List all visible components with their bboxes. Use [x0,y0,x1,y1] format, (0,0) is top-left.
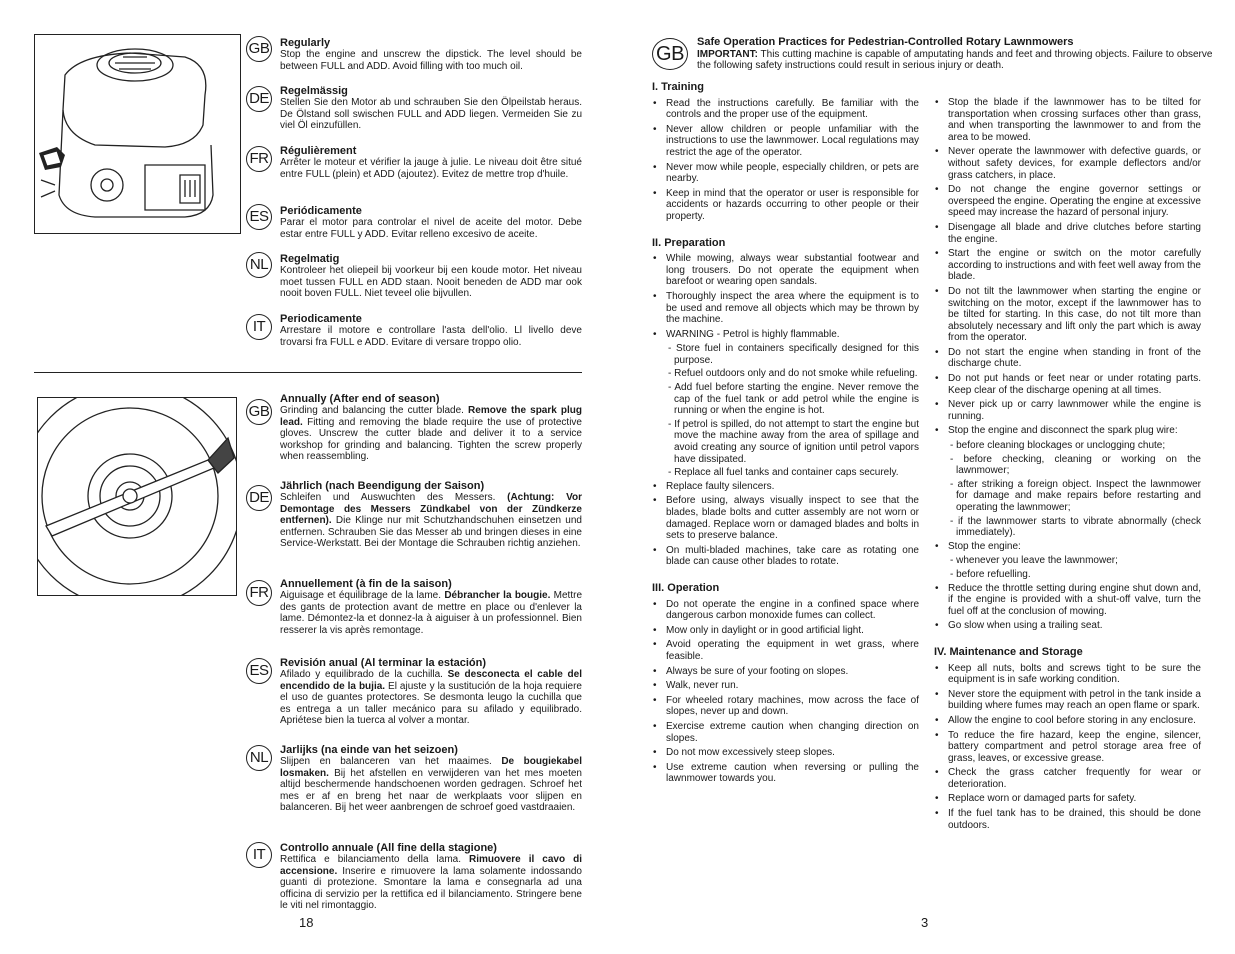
bullet-list [934,97,1201,632]
oil-section-gb [280,37,582,72]
sub-list-item: - after striking a foreign object. Inspect the lawnmower for damage and make repairs before restarting and operating the lawnmower; [950,478,1201,513]
blade-section-fr [280,578,582,636]
section-title: Annually (After end of season) [280,393,440,405]
section-body-cont: Fitting and removing the blade require the use of protective gloves. Unscrew the cutter blade and deliver it to a service workshop for grinding and balancing. Tighten the screw properly when reassembling. [280,416,582,463]
section-title: Régulièrement [280,145,357,157]
list-item: • For wheeled rotary machines, mow across the face of slopes, never up and down. [652,695,919,718]
list-item: • If the fuel tank has to be drained, this should be done outdoors. [934,808,1201,831]
list-item: • Allow the engine to cool before storing in any enclosure. [934,715,1201,727]
section-body: Stop the engine and unscrew the dipstick. The level should be between FULL and ADD. Avoid filling with too much oil. [280,49,582,72]
lang-code-it: IT [246,314,272,340]
sub-list-item: - Add fuel before starting the engine. Never remove the cap of the fuel tank or add petrol while the engine is running or when the engine is hot. [668,382,919,417]
sub-list-item: - whenever you leave the lawnmower; [950,555,1118,567]
list-item: • Do not start the engine when standing in front of the discharge chute. [934,347,1201,370]
section-title: Annuellement (à fin de la saison) [280,578,452,590]
section-title: Jährlich (nach Beendigung der Saison) [280,480,485,492]
section-body: Afilado y equilibrado de la cuchilla. [280,669,448,680]
section-title: Controllo annuale (All fine della stagione) [280,842,497,854]
section-title: Regelmatig [280,253,340,265]
section-body: Arrestare il motore e controllare l'asta dell'olio. Ll livello deve trovarsi fra FULL e ADD. Evitare di versare troppo olio. [280,325,582,348]
section-title: Revisión anual (Al terminar la estación) [280,657,487,669]
section-warning: De bougiekabel losmaken. [280,756,582,779]
section-body-cont: El ajuste y la sustitución de la hoja requiere el uso de guantes protectores. Se desmonta leugo la cuchilla que es entrega a un taller mecánico para su afilado y equilibrado. Apriétese bien la tuerca al volver a montar. [280,680,582,727]
lang-code-gb: GB [652,38,688,70]
list-item: • Stop the blade if the lawnmower has to be tilted for transportation when crossing surfaces other than grass, and when transporting the lawnmower to and from the area to be mowed. [934,97,1201,143]
list-item: • WARNING - Petrol is highly flammable. [652,329,919,341]
list-item: • Exercise extreme caution when changing direction on slopes. [652,721,919,744]
sub-list-item: - if the lawnmower starts to vibrate abnormally (check immediately). [950,515,1201,539]
list-item: • Mow only in daylight or in good artificial light. [652,625,919,637]
list-item: • Do not change the engine governor settings or overspeed the engine. Operating the engine at excessive speed may increase the hazard of personal injury. [934,184,1201,219]
section-title: Regularly [280,37,331,49]
lang-code-de: DE [246,86,272,112]
list-item: • Keep all nuts, bolts and screws tight to be sure the equipment is in safe working condition. [934,663,1201,686]
blade-section-nl [280,744,582,814]
section-body: Slijpen en balanceren van het maaimes. [280,756,502,767]
safety-header [697,37,1217,72]
bullet-list [652,253,919,568]
section-body: Kontroleer het oliepeil bij voorkeur bij een koude motor. Het niveau moet tussen FULL en ADD staan. Nooit beneden de ADD mar ook nooit boven FULL. Niet teveel olie bijvullen. [280,265,582,300]
lang-code-nl: NL [246,252,272,278]
safety-column-left [652,82,919,788]
section-body: Aiguisage et équilibrage de la lame. [280,590,445,601]
list-item: • Never allow children or people unfamiliar with the instructions to use the lawnmower. Local regulations may restrict the age of the operator. [652,124,919,159]
important-note [697,49,1217,72]
section-body-cont: Die Klinge nur mit Schutzhandschuhen einsetzen und entfernen. Schrauben Sie das Messer ab und bringen dieses in eine Service-Werkstatt. Bei der Montage die Schrauben richtig anziehen. [280,515,582,550]
oil-section-nl [280,253,582,300]
lang-code-it: IT [246,842,272,868]
section-warning: Rimuovere il cavo di accensione. [280,854,582,877]
bullet-list [652,599,919,785]
section-body-cont: Bij het afstellen en verwijderen van het mes moeten altijd beschermende handschoenen worden gedragen. Schroef het mes er af en breng het naar de werkplaats voor slijpen en balanceren. Bij het weer aanbrengen de schroef goed vastdraaien. [280,767,582,814]
section-body: Parar el motor para controlar el nivel de aceite del motor. Debe estar entre FULL y ADD. Evitar relleno excesivo de aceite. [280,217,582,240]
lang-code-fr: FR [246,580,272,606]
lang-code-es: ES [246,658,272,684]
list-item: • Never pick up or carry lawnmower while the engine is running. [934,399,1201,422]
section-warning: Se desconecta el cable del encendido de la bujia. [280,669,582,692]
lang-code-gb: GB [246,36,272,62]
blade-section-es [280,657,582,727]
page-title: Safe Operation Practices for Pedestrian-Controlled Rotary Lawnmowers [697,36,1074,48]
sub-list-item: - Store fuel in containers specifically designed for this purpose. [668,343,919,366]
page-number-right: 3 [921,915,929,930]
oil-section-es [280,205,582,240]
list-item: • Before using, always visually inspect to see that the blades, blade bolts and cutter assembly are not worn or damaged. Replace worn or damaged blades and bolts in sets to preserve balance. [652,495,919,541]
list-item: • Start the engine or switch on the motor carefully according to instructions and with feet well away from the blade. [934,248,1201,283]
list-item: • Stop the engine: [934,541,1201,553]
section-title: Periodicamente [280,313,362,325]
lang-code-nl: NL [246,745,272,771]
section-title: Jarlijks (na einde van het seizoen) [280,744,458,756]
list-item: • Thoroughly inspect the area where the equipment is to be used and remove all objects which may be thrown by the machine. [652,291,919,326]
section-body: Grinding and balancing the cutter blade. [280,405,469,416]
sub-list-item: - If petrol is spilled, do not attempt to start the engine but move the machine away from the area of spillage and avoid creating any source of ignition until petrol vapors have dissipated. [668,418,919,465]
section-heading: I. Training [652,81,704,93]
list-item: • Do not operate the engine in a confined space where dangerous carbon monoxide fumes can collect. [652,599,919,622]
list-item: • Use extreme caution when reversing or pulling the lawnmower towards you. [652,762,919,785]
list-item: • Reduce the throttle setting during engine shut down and, if the engine is provided with a shut-off valve, turn the fuel off at the conclusion of mowing. [934,583,1201,618]
list-item: • Replace worn or damaged parts for safety. [934,793,1201,805]
section-body: Schleifen und Auswuchten des Messers. [280,492,508,503]
list-item: • Go slow when using a trailing seat. [934,620,1201,632]
list-item: • Never store the equipment with petrol in the tank inside a building where fumes may reach an open flame or spark. [934,689,1201,712]
sub-list-item: - before checking, cleaning or working on the lawnmower; [950,453,1201,477]
important-text: This cutting machine is capable of amputating hands and feet and throwing objects. Failure to observe the following safety instructions could result in serious injury or death. [697,48,1213,71]
section-body-cont: Mettre des gants de protection avant de mettre en place ou d'enlever la lame. Démontez-la et donnez-la à aiguiser à un professionnel. Bien resserer la vis après remontage. [280,590,583,636]
list-item: • Avoid operating the equipment in wet grass, where feasible. [652,639,919,662]
sub-list-item: - Replace all fuel tanks and container caps securely. [668,467,899,479]
list-item: • Do not mow excessively steep slopes. [652,747,919,759]
list-item: • Replace faulty silencers. [652,481,919,493]
section-body: Rettifica e bilanciamento della lama. [280,854,470,865]
blade-section-de [280,480,582,550]
list-item: • On multi-bladed machines, take care as rotating one blade can cause other blades to rotate. [652,545,919,568]
engine-dipstick-illustration [34,34,241,234]
important-label: IMPORTANT: [697,48,758,60]
section-heading: III. Operation [652,581,720,594]
list-item: • Check the grass catcher frequently for wear or deterioration. [934,767,1201,790]
section-body-cont: Inserire e rimuovere la lama solamente indossando guanti di protezione. Smontare la lama e consegnarla ad una officina di servizio per la rettifica ed il bilanciamento. Stringere bene le viti nel rimontaggio. [280,865,582,912]
sub-list-item: - before cleaning blockages or unclogging chute; [950,440,1166,452]
list-item: • Always be sure of your footing on slopes. [652,666,919,678]
list-item: • While mowing, always wear substantial footwear and long trousers. Do not operate the equipment when barefoot or wearing open sandals. [652,253,919,288]
bullet-list [934,663,1201,832]
list-item: • Disengage all blade and drive clutches before starting the engine. [934,222,1201,245]
section-body: Arrêter le moteur et vérifier la jauge à julie. Le niveau doit être situé entre FULL (plein) et ADD (ajoutez). Evitez de mettre trop d'huile. [280,157,582,180]
list-item: • To reduce the fire hazard, keep the engine, silencer, battery compartment and petrol storage area free of grass, leaves, or excessive grease. [934,730,1201,765]
oil-section-it [280,313,582,348]
section-body: Stellen Sie den Motor ab und schrauben Sie den Ölpeilstab heraus. De Ölstand soll swischen FULL and ADD liegen. Vermeiden Sie zu viel Öl einzufüllen. [280,97,582,132]
list-item: • Do not put hands or feet near or under rotating parts. Keep clear of the discharge opening at all times. [934,373,1201,396]
lang-code-es: ES [246,204,272,230]
section-warning: Débrancher la bougie. [444,590,551,601]
list-item: • Walk, never run. [652,680,919,692]
lang-code-de: DE [246,485,272,511]
list-item: • Never operate the lawnmower with defective guards, or without safety devices, for example deflectors and/or grass catchers, in place. [934,146,1201,181]
section-title: Periódicamente [280,205,362,217]
section-heading: IV. Maintenance and Storage [934,645,1083,658]
lang-code-gb: GB [246,399,272,425]
oil-section-de [280,85,582,132]
list-item: • Never mow while people, especially children, or pets are nearby. [652,162,919,185]
oil-section-fr [280,145,582,180]
lang-code-fr: FR [246,146,272,172]
section-warning: Remove the spark plug lead. [280,405,583,428]
safety-column-right [934,97,1201,834]
list-item: • Do not tilt the lawnmower when starting the engine or switching on the motor, except if the lawnmower has to be tilted for starting. In this case, do not tilt more than absolutely necessary and lift only the part which is away from the operator. [934,286,1201,344]
list-item: • Keep in mind that the operator or user is responsible for accidents or hazards occurring to other people or their property. [652,188,919,223]
section-warning: (Achtung: Vor Demontage des Messers Zündkabel von der Zündkerze entfernen). [280,492,582,527]
list-item: • Read the instructions carefully. Be familiar with the controls and the proper use of the equipment. [652,98,919,121]
cutter-blade-illustration [37,397,237,596]
bullet-list [652,98,919,223]
sub-list-item: - before refuelling. [950,568,1031,580]
list-item: • Stop the engine and disconnect the spark plug wire: [934,425,1201,437]
section-title: Regelmässig [280,85,348,97]
blade-section-it [280,842,582,912]
section-divider [34,372,582,373]
blade-section-gb [280,393,582,463]
section-heading: II. Preparation [652,236,726,249]
sub-list-item: - Refuel outdoors only and do not smoke while refueling. [668,368,918,380]
page-number-left: 18 [299,915,314,930]
